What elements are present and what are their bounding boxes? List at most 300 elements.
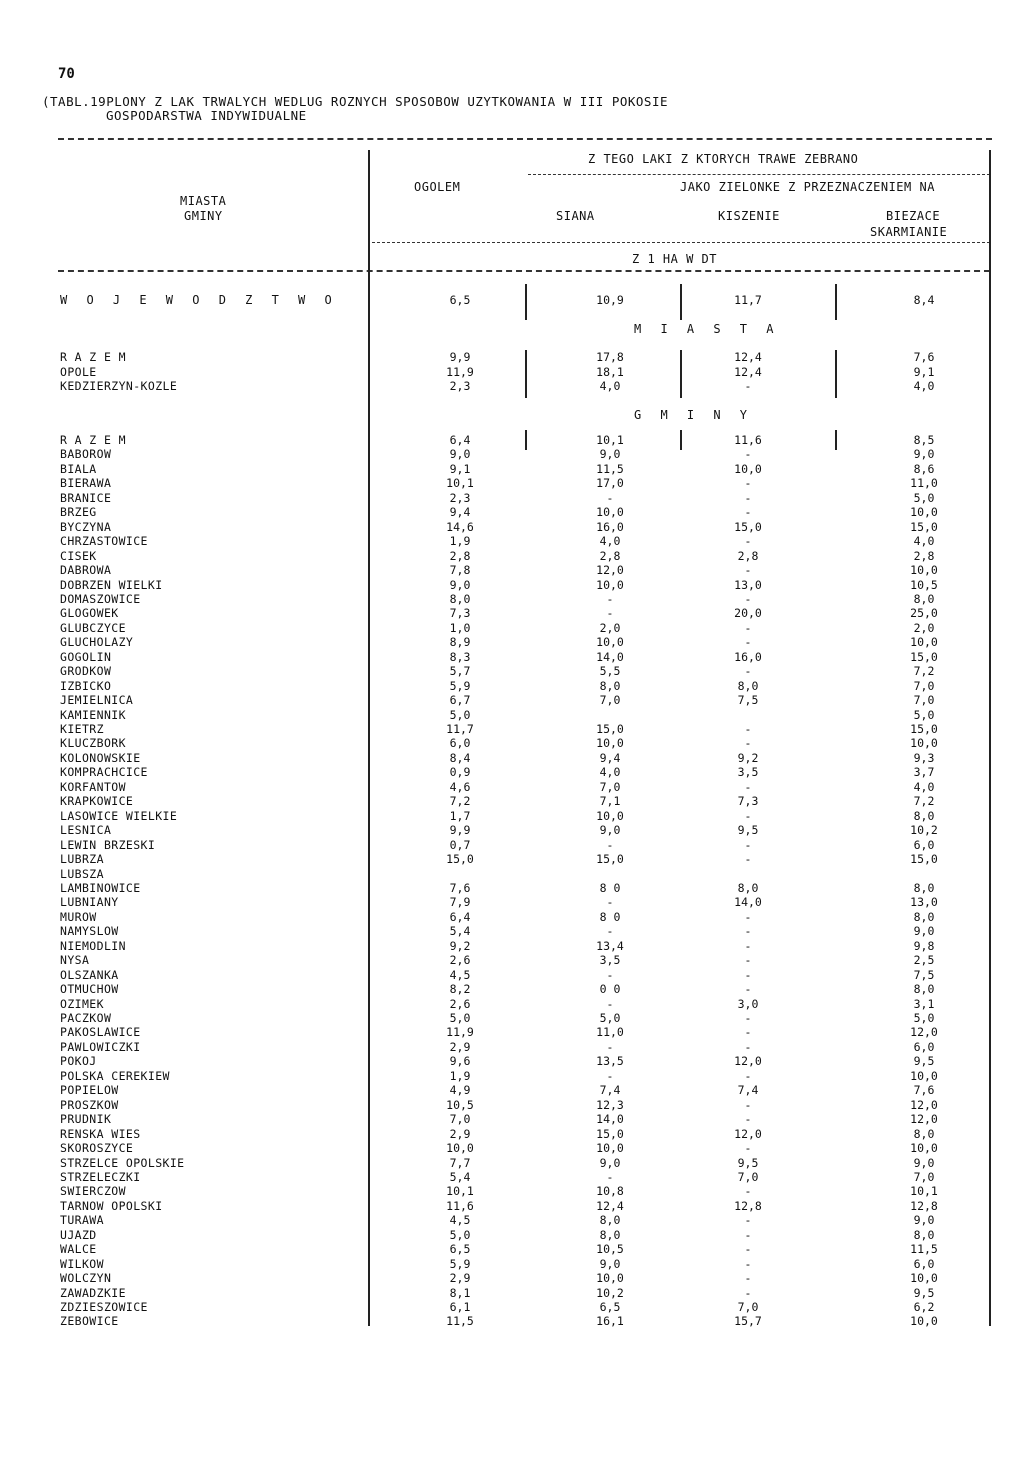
table-cell: -: [744, 1141, 752, 1156]
table-cell: 12,0: [910, 1112, 938, 1127]
table-cell: 8,0: [449, 591, 471, 606]
row-label: POPIELOW: [60, 1083, 119, 1098]
table-cell: 12,4: [734, 350, 762, 364]
table-cell: 0 0: [599, 982, 621, 997]
table-cell: 1,9: [449, 1068, 471, 1083]
right-border: [989, 150, 991, 1326]
table-cell: -: [606, 1169, 614, 1184]
col-divider-1b: [525, 350, 527, 398]
table-cell: 5,0: [913, 707, 935, 722]
table-title: (TABL.19PLONY Z LAK TRWALYCH WEDLUG ROZNYCH SPOSOBOW UZYTKOWANIA W III POKOSIE: [42, 94, 668, 109]
table-cell: 4,0: [913, 534, 935, 549]
table-cell: 9,5: [913, 1285, 935, 1300]
table-subtitle: GOSPODARSTWA INDYWIDUALNE: [106, 108, 307, 123]
table-cell: 9,0: [913, 1155, 935, 1170]
table-cell: 10,0: [596, 505, 624, 520]
table-cell: 2,8: [599, 548, 621, 563]
row-label: NYSA: [60, 953, 90, 968]
table-cell: 11,0: [910, 476, 938, 491]
table-cell: -: [744, 379, 752, 393]
row-label: OLSZANKA: [60, 967, 119, 982]
table-cell: 4,6: [449, 779, 471, 794]
row-label: LASOWICE WIELKIE: [60, 808, 178, 823]
header-stub-gminy: GMINY: [184, 209, 223, 223]
table-cell: 9,2: [737, 750, 759, 765]
table-cell: -: [744, 1213, 752, 1228]
table-cell: -: [744, 909, 752, 924]
table-cell: 7,5: [913, 967, 935, 982]
col-divider-3a: [835, 284, 837, 320]
row-label: GLOGOWEK: [60, 606, 119, 621]
table-cell: 14,0: [596, 649, 624, 664]
table-cell: 10,0: [596, 577, 624, 592]
row-label: POLSKA CEREKIEW: [60, 1068, 170, 1083]
table-cell: 5,0: [449, 1011, 471, 1025]
row-label: STRZELCE OPOLSKIE: [60, 1155, 185, 1170]
table-cell: 10,0: [910, 505, 938, 520]
row-label: DOBRZEN WIELKI: [60, 577, 163, 592]
table-cell: 7,4: [737, 1083, 759, 1098]
table-cell: 9,0: [599, 1155, 621, 1170]
table-cell: 13,5: [596, 1054, 624, 1069]
table-cell: 10,0: [910, 1271, 938, 1286]
row-label: GLUCHOLAZY: [60, 635, 134, 650]
row-label: TARNOW OPOLSKI: [60, 1198, 163, 1213]
table-cell: 9,0: [913, 447, 935, 462]
table-cell: 16,0: [596, 519, 624, 534]
table-cell: 0,9: [449, 765, 471, 780]
col-divider-1c: [525, 430, 527, 450]
table-cell: -: [744, 534, 752, 549]
table-cell: 10,0: [596, 1271, 624, 1286]
table-cell: 11,6: [734, 433, 762, 447]
table-cell: -: [744, 1112, 752, 1127]
table-cell: 4,9: [449, 1083, 471, 1098]
table-cell: 10,2: [910, 823, 938, 838]
table-cell: 6,5: [449, 293, 471, 307]
table-cell: 13,0: [910, 895, 938, 910]
col-divider-2c: [680, 430, 682, 450]
table-cell: 5,7: [449, 664, 471, 679]
table-cell: -: [606, 967, 614, 982]
table-cell: -: [744, 938, 752, 953]
table-cell: 12,4: [596, 1198, 624, 1213]
row-label: ZAWADZKIE: [60, 1285, 126, 1300]
table-cell: -: [606, 606, 614, 621]
table-cell: 1,7: [449, 808, 471, 823]
row-label: KOLONOWSKIE: [60, 750, 141, 765]
table-cell: -: [744, 490, 752, 505]
table-cell: 7,2: [913, 664, 935, 679]
table-cell: 6,2: [913, 1300, 935, 1314]
table-cell: 9,6: [449, 1054, 471, 1069]
table-cell: 2,8: [913, 548, 935, 563]
table-cell: 7,6: [449, 880, 471, 895]
table-cell: -: [606, 924, 614, 939]
table-cell: -: [744, 1285, 752, 1300]
table-cell: -: [744, 722, 752, 736]
section-gminy: G M I N Y: [634, 408, 754, 422]
table-cell: 7,2: [449, 794, 471, 809]
table-cell: 8,0: [913, 591, 935, 606]
row-label: DOMASZOWICE: [60, 591, 141, 606]
row-label: JEMIELNICA: [60, 693, 134, 708]
row-label: UJAZD: [60, 1227, 97, 1242]
table-cell: -: [744, 476, 752, 491]
stub-column-divider: [368, 150, 370, 1326]
row-label: KLUCZBORK: [60, 736, 126, 751]
table-cell: 11,6: [446, 1198, 474, 1213]
header-z-tego: Z TEGO LAKI Z KTORYCH TRAWE ZEBRANO: [588, 152, 859, 166]
row-label: KAMIENNIK: [60, 707, 126, 722]
table-cell: 11,9: [446, 1025, 474, 1040]
col-divider-1a: [525, 284, 527, 320]
table-cell: 10,8: [596, 1184, 624, 1199]
table-cell: 14,0: [596, 1112, 624, 1127]
table-cell: 4,0: [599, 765, 621, 780]
table-cell: 9,0: [599, 823, 621, 838]
row-label: PACZKOW: [60, 1011, 112, 1025]
table-cell: 2,9: [449, 1126, 471, 1141]
table-cell: -: [606, 490, 614, 505]
table-cell: 6,0: [449, 736, 471, 751]
table-cell: 8,0: [599, 1227, 621, 1242]
table-cell: -: [744, 837, 752, 852]
table-cell: 15,0: [734, 519, 762, 534]
table-cell: -: [744, 591, 752, 606]
table-cell: 17,0: [596, 476, 624, 491]
table-cell: -: [744, 505, 752, 520]
row-label: GOGOLIN: [60, 649, 112, 664]
table-cell: 12,8: [910, 1198, 938, 1213]
table-cell: 7,6: [913, 350, 935, 364]
row-label: WILKOW: [60, 1256, 104, 1271]
row-label: OZIMEK: [60, 996, 104, 1011]
table-cell: 8,0: [913, 1126, 935, 1141]
table-cell: 9,0: [599, 447, 621, 462]
table-cell: 5,4: [449, 924, 471, 939]
table-cell: 11,5: [446, 1314, 474, 1329]
table-cell: 8,5: [913, 433, 935, 447]
table-cell: 2,6: [449, 953, 471, 968]
table-cell: 2,0: [599, 620, 621, 635]
table-cell: -: [744, 664, 752, 679]
header-rule-2: [372, 242, 990, 243]
table-cell: 1,9: [449, 534, 471, 549]
row-label: BRANICE: [60, 490, 112, 505]
table-cell: 6,5: [599, 1300, 621, 1314]
table-cell: 12,3: [596, 1097, 624, 1112]
table-cell: 17,8: [596, 350, 624, 364]
table-cell: 7,0: [737, 1169, 759, 1184]
row-label: MUROW: [60, 909, 97, 924]
table-cell: -: [606, 996, 614, 1011]
row-label: ZEBOWICE: [60, 1314, 119, 1329]
row-label: KIETRZ: [60, 722, 104, 736]
table-cell: 14,0: [734, 895, 762, 910]
table-cell: 10,1: [446, 1184, 474, 1199]
table-cell: 10,0: [596, 736, 624, 751]
table-cell: -: [744, 1097, 752, 1112]
table-cell: 9,1: [913, 365, 935, 379]
row-label: CISEK: [60, 548, 97, 563]
table-cell: 7,3: [737, 794, 759, 809]
table-cell: -: [744, 982, 752, 997]
row-label: RENSKA WIES: [60, 1126, 141, 1141]
row-label: DABROWA: [60, 563, 112, 578]
table-cell: 12,0: [596, 563, 624, 578]
table-cell: 6,4: [449, 909, 471, 924]
table-cell: 3,7: [913, 765, 935, 780]
table-cell: 4,0: [913, 379, 935, 393]
table-cell: 9,0: [599, 1256, 621, 1271]
table-cell: 11,9: [446, 365, 474, 379]
row-label: R A Z E M: [60, 350, 126, 364]
row-label: SKOROSZYCE: [60, 1141, 134, 1156]
row-label: NIEMODLIN: [60, 938, 126, 953]
table-cell: 10,2: [596, 1285, 624, 1300]
table-cell: 2,3: [449, 490, 471, 505]
row-label: POKOJ: [60, 1054, 97, 1069]
table-cell: 20,0: [734, 606, 762, 621]
row-label: GRODKOW: [60, 664, 112, 679]
table-cell: 5,0: [449, 1227, 471, 1242]
header-siana: SIANA: [556, 209, 595, 223]
table-cell: 10,1: [910, 1184, 938, 1199]
row-label: KRAPKOWICE: [60, 794, 134, 809]
table-cell: -: [744, 808, 752, 823]
table-cell: 2,6: [449, 996, 471, 1011]
row-label: R A Z E M: [60, 433, 126, 447]
table-cell: 8,4: [913, 293, 935, 307]
row-label: WALCE: [60, 1242, 97, 1257]
table-cell: 8,6: [913, 461, 935, 476]
table-cell: 10,0: [910, 1314, 938, 1329]
table-cell: -: [744, 924, 752, 939]
row-label: LESNICA: [60, 823, 112, 838]
table-cell: 5,0: [913, 490, 935, 505]
row-label: GLUBCZYCE: [60, 620, 126, 635]
table-cell: 11,7: [446, 722, 474, 736]
table-cell: -: [744, 1271, 752, 1286]
table-cell: 9,9: [449, 350, 471, 364]
table-cell: 9,4: [449, 505, 471, 520]
row-label: PAKOSLAWICE: [60, 1025, 141, 1040]
table-cell: 1,0: [449, 620, 471, 635]
col-divider-3b: [835, 350, 837, 398]
header-ogolem: OGOLEM: [414, 180, 461, 194]
row-label: BIERAWA: [60, 476, 112, 491]
table-cell: 7,9: [449, 895, 471, 910]
table-cell: 3,5: [599, 953, 621, 968]
table-cell: 9,2: [449, 938, 471, 953]
section-miasta: M I A S T A: [634, 322, 780, 336]
table-cell: -: [744, 620, 752, 635]
header-bottom-rule: [58, 270, 990, 272]
col-divider-2b: [680, 350, 682, 398]
table-cell: -: [744, 1025, 752, 1040]
table-cell: 6,7: [449, 693, 471, 708]
header-rule-1: [528, 174, 990, 175]
table-cell: 7,8: [449, 563, 471, 578]
row-label: ZDZIESZOWICE: [60, 1300, 148, 1314]
table-cell: 5,5: [599, 664, 621, 679]
table-cell: -: [744, 1039, 752, 1054]
table-cell: 5,0: [449, 707, 471, 722]
table-cell: 16,1: [596, 1314, 624, 1329]
table-cell: 7,0: [913, 1169, 935, 1184]
table-cell: 10,0: [910, 1141, 938, 1156]
row-label: KORFANTOW: [60, 779, 126, 794]
table-cell: 2,0: [913, 620, 935, 635]
col-divider-2a: [680, 284, 682, 320]
table-cell: -: [744, 1011, 752, 1025]
row-label: NAMYSLOW: [60, 924, 119, 939]
row-label: PRUDNIK: [60, 1112, 112, 1127]
table-cell: 5,4: [449, 1169, 471, 1184]
table-cell: 12,0: [734, 1126, 762, 1141]
table-cell: -: [744, 447, 752, 462]
table-cell: 9,0: [913, 924, 935, 939]
table-cell: 7,2: [913, 794, 935, 809]
table-cell: -: [606, 837, 614, 852]
table-cell: 6,0: [913, 1256, 935, 1271]
table-cell: -: [744, 563, 752, 578]
table-cell: 7,0: [913, 693, 935, 708]
table-cell: 15,0: [596, 852, 624, 867]
row-label: STRZELECZKI: [60, 1169, 141, 1184]
table-cell: 9,5: [737, 823, 759, 838]
row-label: OTMUCHOW: [60, 982, 119, 997]
row-label: BRZEG: [60, 505, 97, 520]
table-cell: -: [606, 1039, 614, 1054]
table-cell: 10,5: [446, 1097, 474, 1112]
table-cell: 6,0: [913, 837, 935, 852]
table-cell: 9,8: [913, 938, 935, 953]
table-cell: 8,0: [599, 678, 621, 693]
table-cell: 10,0: [596, 808, 624, 823]
table-cell: 9,0: [449, 447, 471, 462]
table-cell: 8,4: [449, 750, 471, 765]
table-cell: 2,8: [449, 548, 471, 563]
table-cell: 9,5: [913, 1054, 935, 1069]
table-cell: -: [744, 1256, 752, 1271]
table-cell: 8,1: [449, 1285, 471, 1300]
table-cell: 13,0: [734, 577, 762, 592]
table-cell: 8,0: [913, 1227, 935, 1242]
header-jako: JAKO ZIELONKE Z PRZEZNACZENIEM NA: [680, 180, 935, 194]
row-label: PAWLOWICZKI: [60, 1039, 141, 1054]
table-cell: 10,1: [596, 433, 624, 447]
table-cell: 7,0: [737, 1300, 759, 1314]
table-cell: 8,0: [913, 982, 935, 997]
table-cell: 2,8: [737, 548, 759, 563]
row-label: PROSZKOW: [60, 1097, 119, 1112]
table-cell: 2,9: [449, 1271, 471, 1286]
table-cell: 15,0: [910, 722, 938, 736]
row-label: CHRZASTOWICE: [60, 534, 148, 549]
table-cell: 10,0: [910, 563, 938, 578]
row-label: LUBSZA: [60, 866, 104, 881]
table-cell: 15,0: [596, 1126, 624, 1141]
table-cell: 2,9: [449, 1039, 471, 1054]
table-cell: 16,0: [734, 649, 762, 664]
table-cell: 2,3: [449, 379, 471, 393]
table-cell: 15,0: [910, 649, 938, 664]
table-cell: -: [744, 967, 752, 982]
table-cell: 8 0: [599, 909, 621, 924]
header-stub-miasta: MIASTA: [180, 194, 227, 208]
table-cell: -: [606, 591, 614, 606]
col-divider-3c: [835, 430, 837, 450]
row-label: IZBICKO: [60, 678, 112, 693]
table-cell: 3,5: [737, 765, 759, 780]
table-cell: 7,5: [737, 693, 759, 708]
row-label: TURAWA: [60, 1213, 104, 1228]
header-unit: Z 1 HA W DT: [632, 252, 717, 266]
table-cell: 8,0: [737, 880, 759, 895]
table-cell: 7,3: [449, 606, 471, 621]
table-cell: 6,4: [449, 433, 471, 447]
table-cell: 3,1: [913, 996, 935, 1011]
table-cell: 8,0: [913, 880, 935, 895]
table-cell: 10,0: [734, 461, 762, 476]
table-cell: 25,0: [910, 606, 938, 621]
table-cell: 10,0: [596, 1141, 624, 1156]
table-cell: 14,6: [446, 519, 474, 534]
table-cell: 11,7: [734, 293, 762, 307]
table-cell: 7,0: [599, 693, 621, 708]
section-wojewodztwo: W O J E W O D Z T W O: [60, 293, 338, 307]
table-cell: 7,0: [599, 779, 621, 794]
header-biezace: BIEZACE: [886, 209, 941, 223]
table-cell: 6,1: [449, 1300, 471, 1314]
table-cell: 10,5: [596, 1242, 624, 1257]
table-cell: -: [744, 635, 752, 650]
table-cell: 4,0: [599, 534, 621, 549]
table-cell: 15,0: [910, 519, 938, 534]
table-cell: 10,0: [910, 635, 938, 650]
table-cell: 8,0: [913, 808, 935, 823]
table-cell: 15,0: [596, 722, 624, 736]
table-cell: 15,0: [910, 852, 938, 867]
table-cell: 9,3: [913, 750, 935, 765]
table-cell: 12,8: [734, 1198, 762, 1213]
table-cell: 10,5: [910, 577, 938, 592]
table-cell: 8,3: [449, 649, 471, 664]
table-cell: 7,0: [449, 1112, 471, 1127]
table-cell: 9,0: [449, 577, 471, 592]
table-cell: 8,0: [913, 909, 935, 924]
table-cell: 12,4: [734, 365, 762, 379]
table-cell: 15,0: [446, 852, 474, 867]
table-cell: 7,1: [599, 794, 621, 809]
table-cell: -: [744, 736, 752, 751]
table-cell: -: [744, 953, 752, 968]
table-cell: 8,0: [737, 678, 759, 693]
table-cell: 11,5: [910, 1242, 938, 1257]
table-cell: 4,5: [449, 1213, 471, 1228]
table-cell: -: [606, 895, 614, 910]
table-cell: -: [744, 852, 752, 867]
row-label: LAMBINOWICE: [60, 880, 141, 895]
table-cell: 10,0: [596, 635, 624, 650]
row-label: OPOLE: [60, 365, 97, 379]
page-number: 70: [58, 66, 75, 82]
row-label: LEWIN BRZESKI: [60, 837, 156, 852]
table-cell: -: [606, 1068, 614, 1083]
header-skarmianie: SKARMIANIE: [870, 225, 948, 239]
